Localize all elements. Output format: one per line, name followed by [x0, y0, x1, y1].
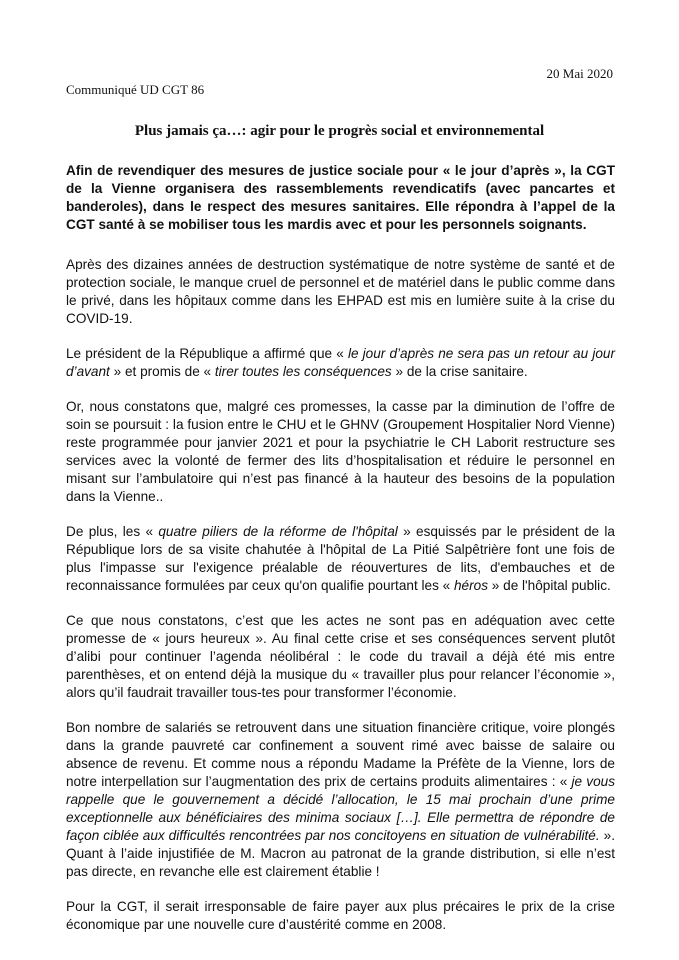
quote-span: héros [454, 578, 489, 593]
text-span: » de la crise sanitaire. [391, 364, 528, 379]
text-span: » et promis de « [109, 364, 215, 379]
page-title: Plus jamais ça…: agir pour le progrès social et environnemental [134, 123, 545, 139]
text-span: » esquissés par le président de la République lors de sa visite chahutée à l'hôpital de La Pitié Salpêtrière font une fois de plus l'impasse sur l'exigence préalable de réouvertures de lits, d'embauches et de reconnaissance formulées par ceux qu'on qualifie pourtant les « [66, 524, 615, 593]
paragraph-1: Après des dizaines années de destruction systématique de notre système de santé et de protection sociale, le manque cruel de personnel et de matériel dans le public comme dans le privé, dans les hôpitaux comme dans les EHPAD est mis en lumière suite à la crise du COVID-19. [66, 257, 615, 326]
text-span: » de l'hôpital public. [488, 578, 611, 593]
paragraph-2 [66, 345, 615, 381]
sender: Communiqué UD CGT 86 [66, 82, 205, 97]
text-span: ». Quant à l’aide injustifiée de M. Macron au patronat de la grande distribution, si elle n’est pas directe, en revanche elle est clairement établie ! [66, 828, 615, 879]
paragraph-5: Ce que nous constatons, c’est que les actes ne sont pas en adéquation avec cette promesse de « jours heureux ». Au final cette crise et ses conséquences servent plutôt d’alibi pour continuer l’agenda néolibéral : le code du travail a déjà été mis entre parenthèses, et on entend déjà la musique du « travailler plus pour relancer l’économie », alors qu’il faudrait travailler tous-tes pour transformer l’économie. [66, 613, 615, 700]
paragraph-4 [66, 523, 615, 595]
paragraph-3: Or, nous constatons que, malgré ces promesses, la casse par la diminution de l’offre de soin se poursuit : la fusion entre le CHU et le GHNV (Groupement Hospitalier Nord Vienne) reste programmée pour janvier 2021 et pour la psychiatrie le CH Laborit restructure ses services avec la volonté de fermer des lits d’hospitalisation et réduire le personnel en misant sur l’ambulatoire qui n’est pas financé à la hauteur des besoins de la population dans la Vienne.. [66, 399, 615, 504]
body-text [66, 256, 615, 951]
paragraph-6 [66, 719, 615, 881]
paragraph-7: Pour la CGT, il serait irresponsable de faire payer aux plus précaires le prix de la crise économique par une nouvelle cure d’austérité comme en 2008. [66, 899, 615, 932]
quote-span: quatre piliers de la réforme de l'hôpital [158, 524, 398, 539]
quote-span: le jour d’après ne sera pas un retour au jour d’avant [66, 346, 615, 379]
lead-paragraph: Afin de revendiquer des mesures de justice sociale pour « le jour d’après », la CGT de la Vienne organisera des rassemblements revendicatifs (avec pancartes et banderoles), dans le respect des mesures sanitaires. Elle répondra à l’appel de la CGT santé à se mobiliser tous les mardis avec et pour les personnels soignants. [66, 163, 615, 232]
quote-span: je vous rappelle que le gouvernement a décidé l’allocation, le 15 mai prochain d’une prime exceptionnelle aux bénéficiaires des minima sociaux […]. Elle permettra de répondre de façon ciblée aux difficultés rencontrées par nos concitoyens en situation de vulnérabilité. [66, 774, 615, 843]
date: 20 Mai 2020 [546, 66, 613, 81]
text-span: Le président de la République a affirmé que « [66, 346, 348, 361]
quote-span: tirer toutes les conséquences [214, 364, 392, 379]
text-span: Bon nombre de salariés se retrouvent dans une situation financière critique, voire plongés dans la grande pauvreté car confinement a souvent rimé avec baisse de salaire ou absence de revenu. Et comme nous a répondu Madame la Préfète de la Vienne, lors de notre interpellation sur l’augmentation des prix de certains produits alimentaires : « [66, 720, 615, 789]
text-span: De plus, les « [66, 524, 159, 539]
